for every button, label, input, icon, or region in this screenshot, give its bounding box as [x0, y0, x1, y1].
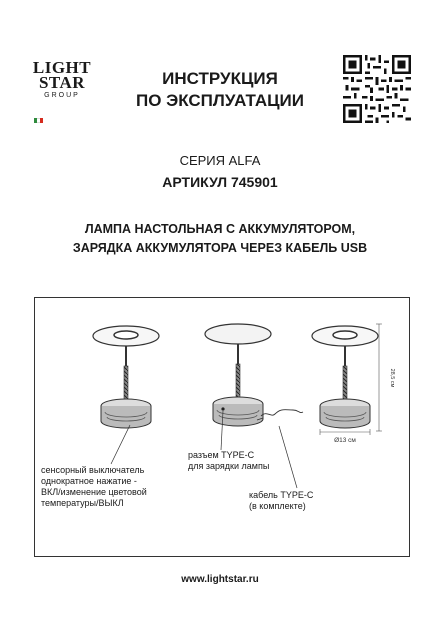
port-caption-line-2: для зарядки лампы [188, 461, 270, 471]
cable-caption-line-1: кабель TYPE-C [249, 490, 314, 500]
cable-leader-line [279, 426, 297, 488]
type-c-port-icon [221, 407, 224, 410]
lamp-view-dimensions [312, 324, 382, 435]
title-line-2: ПО ЭКСПЛУАТАЦИИ [135, 91, 304, 110]
product-description [0, 220, 440, 258]
description-line-2: ЗАРЯДКА АККУМУЛЯТОРА ЧЕРЕЗ КАБЕЛЬ USB [72, 241, 368, 255]
cable-caption-line-2: (в комплекте) [249, 501, 306, 511]
website-link[interactable]: www.lightstar.ru [181, 574, 259, 585]
diameter-dimension-label: Ø13 см [334, 437, 356, 444]
switch-caption-line-4: температуры/ВЫКЛ [41, 498, 124, 508]
series-label: СЕРИЯ ALFA [179, 153, 261, 168]
height-dimension-label: 28,5 см [389, 368, 395, 388]
italian-flag-icon [34, 110, 43, 115]
cable-caption [249, 490, 313, 512]
switch-caption-line-3: ВКЛ/изменение цветовой [41, 487, 147, 497]
lamp-diagram-frame [34, 297, 410, 557]
logo-line-3: GROUP [44, 92, 80, 99]
lamp-view-front [93, 326, 159, 428]
switch-leader-line [111, 425, 130, 464]
lamp-view-side [205, 324, 303, 426]
port-caption [188, 450, 269, 472]
title-line-1: ИНСТРУКЦИЯ [162, 69, 278, 88]
logo-line-1: LIGHT [32, 58, 92, 77]
logo-line-2: STAR [38, 73, 86, 92]
switch-caption-line-1: сенсорный выключатель [41, 465, 145, 475]
switch-caption-line-2: однократное нажатие - [41, 476, 137, 486]
brand-logo [32, 60, 92, 101]
port-caption-line-1: разъем TYPE-C [188, 450, 255, 460]
qr-code-icon [343, 55, 411, 123]
switch-caption [41, 465, 147, 509]
article-number: АРТИКУЛ 745901 [162, 174, 278, 190]
description-line-1: ЛАМПА НАСТОЛЬНАЯ С АККУМУЛЯТОРОМ, [84, 222, 356, 236]
cable-icon [257, 410, 303, 420]
page-title [110, 68, 330, 112]
lamp-diagram [35, 298, 411, 558]
